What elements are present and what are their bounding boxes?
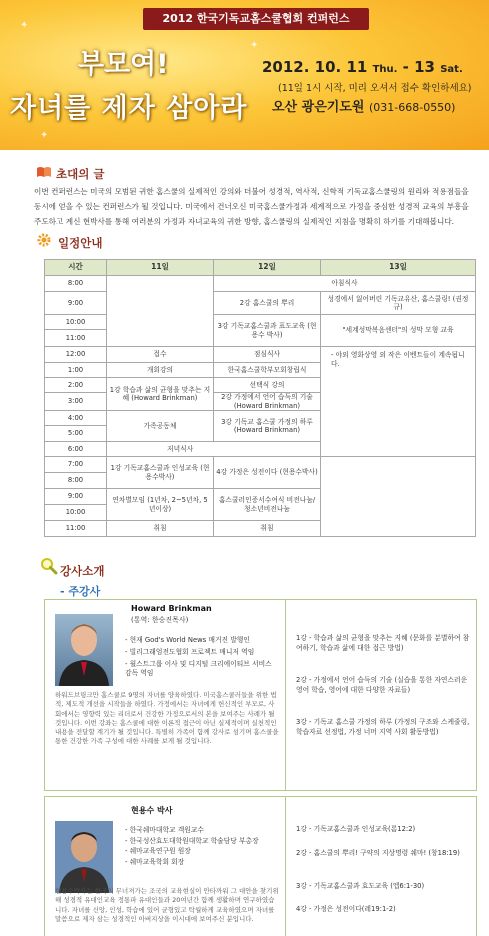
time-cell: 4:00 (45, 411, 107, 426)
time-cell: 6:00 (45, 442, 107, 457)
cell-breakfast: 아침식사 (214, 276, 476, 292)
event-venue: 오산 광은기도원 (031-668-0550) (272, 100, 456, 115)
time-cell: 3:00 (45, 393, 107, 411)
main-speaker-label: - 주강사 (60, 585, 101, 598)
list-item: - 한국쉐마대학교 객원교수 (125, 826, 204, 834)
speaker-photo (55, 821, 113, 893)
time-cell: 10:00 (45, 505, 107, 521)
speaker-bio: 하워드브링크만 홈스쿨로 9명의 자녀를 양육하였다. 미국홈스쿨러들을 위한 법적, 제도적 개선을 시작들을 하였다. 가정에서는 자녀에게 헌신적인 부모로, 사회에서는 영향력 있는 리더로서 건강한 가정으로서의 본을 보여주는 사례가 될 것입니다. 이번 강좌는 홈스쿨에 대한 이론적 접근이 아닌 실제적이며 실천적인 내용을 전달할 계기가 될 것입니다. 특별히 가족이 함께 강사로 섬기며 홈스쿨을 통한 건강한 가족 구성에 대한 사례를 보게 될 것입니다. (55, 691, 279, 746)
speaker-photo (55, 614, 113, 686)
speaker-name: Howard Brinkman (131, 604, 212, 613)
speaker-lectures (286, 797, 476, 936)
schedule-table (44, 259, 476, 537)
list-item: - 쉐마교육학회 회장 (125, 857, 185, 866)
time-cell: 2:00 (45, 378, 107, 393)
speaker-card (44, 796, 477, 936)
time-cell: 7:00 (45, 457, 107, 473)
col-header-day13: 13일 (321, 260, 476, 276)
speaker-lectures (286, 600, 476, 790)
schedule-heading: 일정안내 (58, 236, 103, 250)
lecture-item: 3강 - 기독교 홈스쿨 가정의 하루 (가정의 구조와 스케줄링, 학습자료 선정법, 가정 너머 지역 사회 활동방법) (296, 718, 470, 736)
list-item: - 빌리그래엄전도협회 프로젝트 매니저 역임 (125, 648, 255, 656)
col-header-day11: 11일 (107, 260, 214, 276)
time-cell: 9:00 (45, 292, 107, 315)
cell-ceremony: 홈스쿨러인증서수여식 비전나눔/청소년비전나눔 (214, 489, 321, 521)
speaker-name: 현용수 박사 (131, 806, 173, 815)
cell-lecture: "세계성막복음센터"의 성막 모형 교육 (321, 315, 476, 347)
event-date: 2012. 10. 11 Thu. - 13 Sat. (262, 58, 463, 76)
sparkle-icon: ✦ (20, 20, 29, 31)
event-subnote: (11일 1시 시작, 미리 오셔서 접수 확인하세요) (278, 83, 472, 94)
title-line-2: 자녀를 제자 삼아라 (10, 93, 248, 124)
speakers-heading: 강사소개 (60, 564, 105, 578)
time-cell: 8:00 (45, 276, 107, 292)
col-header-day12: 12일 (214, 260, 321, 276)
speaker-interpreter: (통역: 한승진목사) (131, 616, 189, 624)
cell-family: 가족공동체 (107, 411, 214, 442)
cell-founding: 한국홈스쿨학부모회창립식 (214, 363, 321, 378)
time-cell: 9:00 (45, 489, 107, 505)
cell-lecture: 2강 가정에서 언어 습득의 기술 (Howard Brinkman) (214, 393, 321, 411)
lecture-item: 1강 - 학습과 삶의 균형을 맞추는 지혜 (문화를 분별하여 참여하기, 학습과 삶에 대한 접근 방법) (296, 634, 470, 652)
speaker-career-list (125, 636, 280, 678)
list-item: - 한국성산효도대학원대학교 학술담당 부총장 (125, 836, 259, 845)
lecture-item: 2강 - 홈스쿨의 뿌리! 구약의 지상명령 쉐마! (창18:19) (296, 849, 460, 857)
gear-icon (36, 232, 52, 248)
cell-lecture: 1강 기독교홈스쿨과 인성교육 (현용수박사) (107, 457, 214, 489)
lecture-item: 2강 - 가정에서 언어 습득의 기술 (실습을 통한 자연스러운 영어 학습, 영어에 대한 다양한 자료들) (296, 676, 468, 694)
sparkle-icon: ✦ (40, 130, 49, 141)
cell-meeting: 연차별모임 (1년차, 2~5년차, 5년이상) (107, 489, 214, 521)
cell-lecture: 1강 학습과 삶의 균형을 맞추는 지혜 (Howard Brinkman) (107, 378, 214, 411)
person-icon (55, 821, 113, 893)
cell-empty (321, 457, 476, 537)
sparkle-icon: ✦ (250, 40, 259, 51)
time-cell: 8:00 (45, 473, 107, 489)
lecture-item: 3강 - 기독교홈스쿨과 효도교육 (엡6:1-30) (296, 882, 425, 890)
speaker-bio: 현용수박사는 한국의 무너져가는 조국의 교육현실이 안타까워 그 대안을 찾기위해 성경적 유대인교육 정통파 유대인들과 20여년간 함께 생활하며 연구하였습니다. 자녀를 신앙, 인성, 학습에 있어 균형있고 탁월하게 교육하였으며 자녀를 말씀으로 제자 삼는 성경적인 아버지상을 이시대에 보여주신 분입니다. (55, 887, 279, 923)
cell-lecture: 성경에서 잃어버린 기독교유산, 홈스쿨링! (권정규) (321, 292, 476, 315)
cell-empty (107, 276, 214, 347)
cell-sleep: 취침 (107, 521, 214, 537)
header-banner (0, 0, 489, 150)
time-cell: 12:00 (45, 347, 107, 363)
cell-elective: 선택식 강의 (214, 378, 321, 393)
list-item: - 쉐마교육연구원 원장 (125, 847, 191, 855)
cell-sleep: 취침 (214, 521, 321, 537)
speaker-card (44, 599, 477, 791)
cell-opening: 개회강의 (107, 363, 214, 378)
lecture-item: 4강 - 가정은 성전이다(레19:1-2) (296, 905, 396, 913)
cell-event: - 야외 영화상영 외 작은 이벤트들이 계속됩니다. (321, 347, 476, 457)
cell-lunch: 점심식사 (214, 347, 321, 363)
list-item: - 월스트그룹 이사 및 디지털 크리에이티브 서비스 감독 역임 (125, 660, 272, 677)
time-cell: 5:00 (45, 426, 107, 442)
cell-lecture: 2강 홈스쿨의 뿌리 (214, 292, 321, 315)
magnifier-icon (40, 557, 58, 575)
cell-dinner: 저녁식사 (107, 442, 321, 457)
speaker-career-list (125, 825, 280, 867)
time-cell: 11:00 (45, 330, 107, 347)
cell-registration: 접수 (107, 347, 214, 363)
book-icon (36, 166, 52, 178)
list-item: - 현재 God's World News 매거진 발행인 (125, 636, 250, 644)
cell-lecture: 3강 기독교 홈스쿨 가정의 하루 (Howard Brinkman) (214, 411, 321, 442)
lecture-item: 1강 - 기독교홈스쿨과 인성교육(롬12:2) (296, 825, 416, 833)
time-cell: 10:00 (45, 315, 107, 330)
col-header-time: 시간 (45, 260, 107, 276)
conference-label: 2012 한국기독교홈스쿨협회 컨퍼런스 (143, 8, 369, 30)
title-line-1: 부모여! (78, 49, 169, 80)
time-cell: 11:00 (45, 521, 107, 537)
cell-lecture: 3강 기독교홈스쿨과 표도교육 (현용수 박사) (214, 315, 321, 347)
speaker-profile (45, 600, 286, 790)
speaker-profile (45, 797, 286, 936)
intro-heading: 초대의 글 (56, 167, 105, 181)
time-cell: 1:00 (45, 363, 107, 378)
person-icon (55, 614, 113, 686)
cell-lecture: 4강 가정은 성전이다 (현용수박사) (214, 457, 321, 489)
intro-text: 이번 컨퍼런스는 미국의 모범된 귀한 홈스쿨의 실제적인 강의와 더불어 성경적, 역사적, 신학적 기독교홈스쿨링의 원리와 적용점들을 동시에 얻을 수 있는 컨퍼런스가 될 것입니다. 미국에서 건너오신 미국홈스쿨가정과 세계적으로 가정을 중심한 성경적 교육의 부흥을 주도하고 계신 현박사를 통해 여러분의 가정과 자녀교육의 귀한 방향, 홈스쿨링의 실제적인 지침을 명확히 하기를 기대해봅니다. (34, 187, 469, 226)
